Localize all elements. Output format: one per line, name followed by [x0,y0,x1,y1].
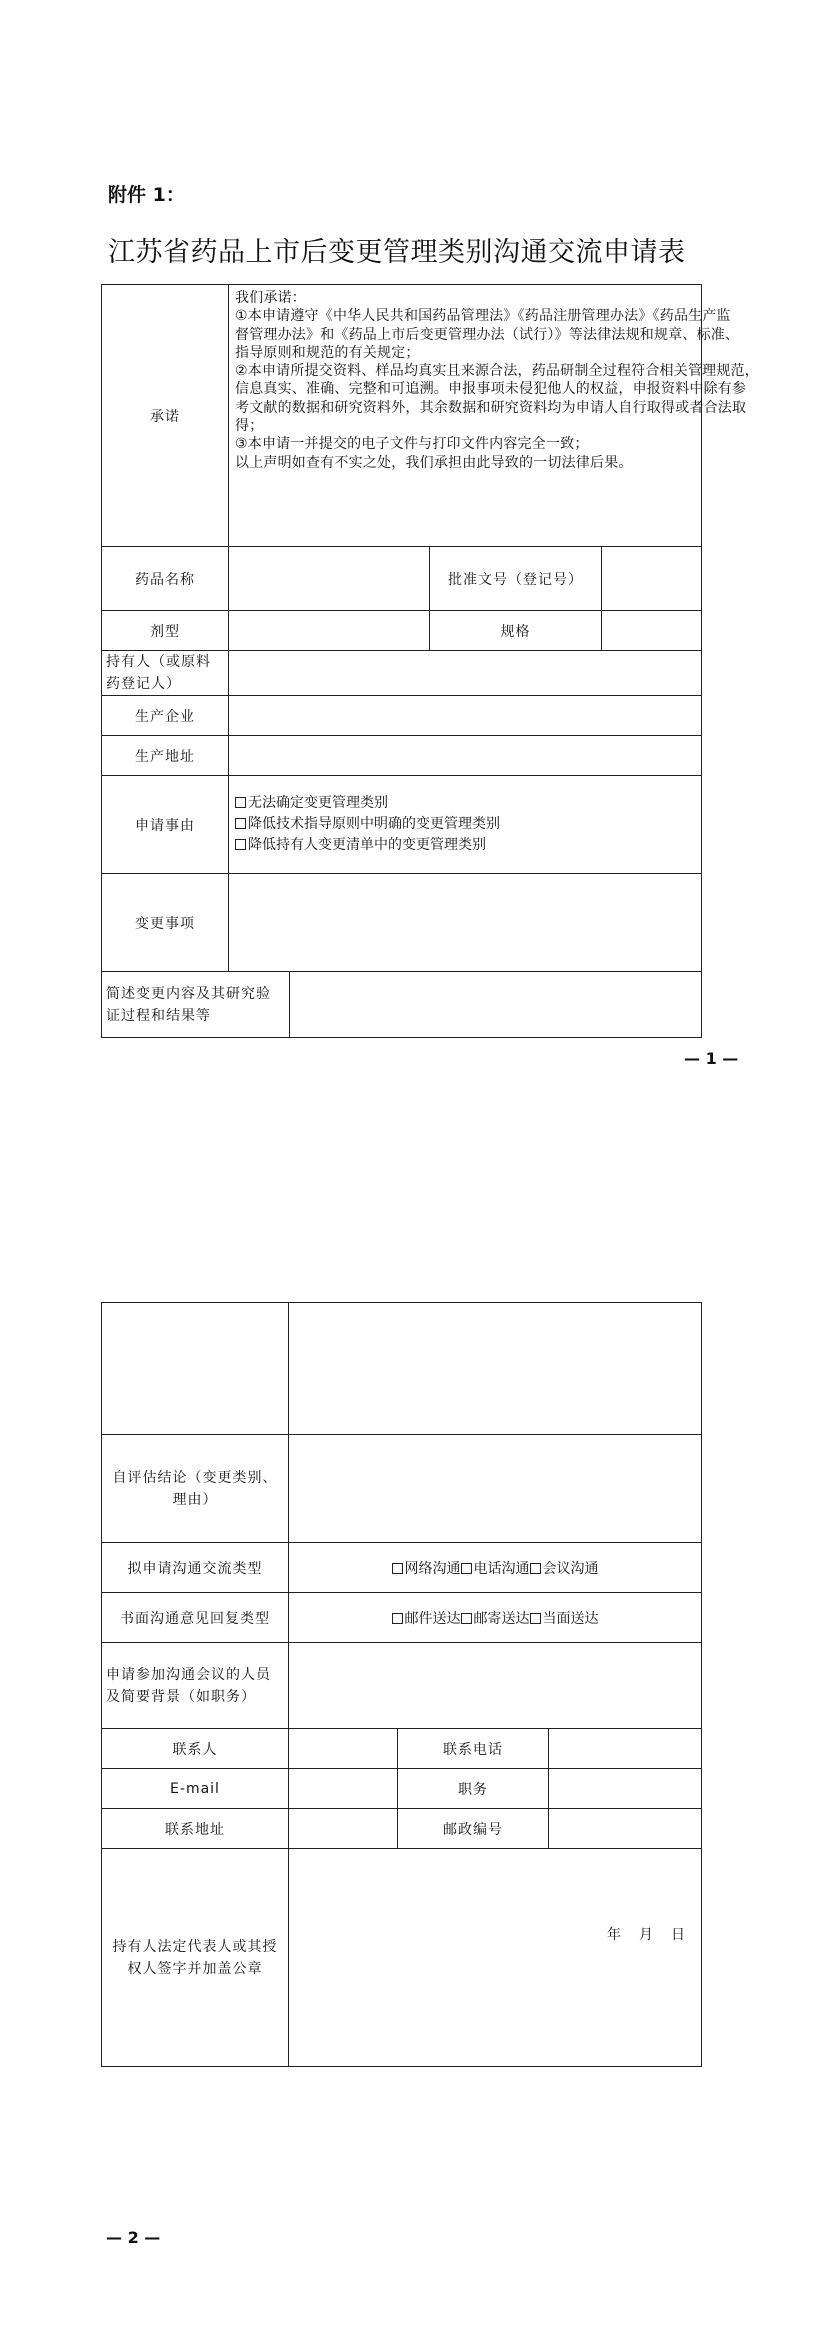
manufacturer-label: 生产企业 [102,696,229,736]
continuation-label [102,1303,289,1435]
reply-option[interactable]: 邮寄送达 [461,1611,530,1627]
contact-person-field[interactable] [289,1729,398,1769]
production-address-field[interactable] [229,736,702,776]
reason-option[interactable]: 降低持有人变更清单中的变更管理类别 [235,835,697,856]
promise-line: ①本申请遵守《中华人民共和国药品管理法》《药品注册管理办法》《药品生产监 [235,308,731,325]
promise-line: 督管理办法》和《药品上市后变更管理办法（试行）》等法律法规和规章、标准、 [235,326,740,343]
checkbox-icon[interactable] [235,818,246,829]
promise-line: 信息真实、准确、完整和可追溯。申报事项未侵犯他人的权益，申报资料中除有参 [235,381,747,398]
reason-label: 申请事由 [102,776,229,874]
attendees-label: 申请参加沟通会议的人员及简要背景（如职务） [102,1643,289,1729]
postal-code-label: 邮政编号 [398,1809,549,1849]
checkbox-icon[interactable] [235,797,246,808]
email-field[interactable] [289,1769,398,1809]
email-label: E-mail [102,1769,289,1809]
signature-label: 持有人法定代表人或其授权人签字并加盖公章 [102,1849,289,2067]
position-field[interactable] [549,1769,702,1809]
contact-address-label: 联系地址 [102,1809,289,1849]
self-assessment-label: 自评估结论（变更类别、理由） [102,1435,289,1543]
self-assessment-field[interactable] [289,1435,702,1543]
postal-code-field[interactable] [549,1809,702,1849]
reason-option[interactable]: 无法确定变更管理类别 [235,793,697,814]
change-summary-field[interactable] [290,972,702,1038]
application-form-part2 [101,1302,702,2067]
checkbox-icon[interactable] [392,1563,403,1574]
promise-line: ③本申请一并提交的电子文件与打印文件内容完全一致； [235,436,589,453]
page-title: 江苏省药品上市后变更管理类别沟通交流申请表 [108,237,686,268]
change-summary-continuation[interactable] [289,1303,702,1435]
reply-option[interactable]: 邮件送达 [392,1611,461,1627]
promise-line: 以上声明如查有不实之处，我们承担由此导致的一切法律后果。 [235,454,633,471]
reason-options [229,776,702,874]
comm-type-options [289,1543,702,1593]
checkbox-icon[interactable] [392,1613,403,1624]
reply-type-options [289,1593,702,1643]
reason-option[interactable]: 降低技术指导原则中明确的变更管理类别 [235,814,697,835]
position-label: 职务 [398,1769,549,1809]
attendees-field[interactable] [289,1643,702,1729]
change-items-label: 变更事项 [102,874,229,972]
promise-line: 指导原则和规范的有关规定； [235,344,420,361]
change-items-field[interactable] [229,874,702,972]
change-summary-label: 简述变更内容及其研究验证过程和结果等 [102,972,290,1038]
promise-line: 我们承诺： [235,290,306,306]
attachment-label: 附件 1： [108,184,185,206]
application-form-part1 [101,284,759,1038]
promise-label: 承诺 [102,285,229,547]
comm-option[interactable]: 电话沟通 [461,1561,530,1577]
approval-no-field[interactable] [602,547,702,611]
checkbox-icon[interactable] [530,1563,541,1574]
page-number: — 1 — [684,1049,739,1068]
checkbox-icon[interactable] [461,1563,472,1574]
approval-no-label: 批准文号（登记号） [430,547,602,611]
holder-label: 持有人（或原料药登记人） [102,651,229,696]
signature-field[interactable] [289,1849,702,2067]
comm-type-label: 拟申请沟通交流类型 [102,1543,289,1593]
specification-field[interactable] [602,611,702,651]
reply-option[interactable]: 当面送达 [530,1611,599,1627]
dosage-form-label: 剂型 [102,611,229,651]
promise-line: 考文献的数据和研究资料外，其余数据和研究资料均为申请人自行取得或者合法取 [235,399,747,416]
dosage-form-field[interactable] [229,611,430,651]
contact-person-label: 联系人 [102,1729,289,1769]
comm-option[interactable]: 网络沟通 [392,1561,461,1577]
checkbox-icon[interactable] [530,1613,541,1624]
page-number: — 2 — [106,2228,161,2247]
holder-field[interactable] [229,651,702,696]
drug-name-label: 药品名称 [102,547,229,611]
reply-type-label: 书面沟通意见回复类型 [102,1593,289,1643]
comm-option[interactable]: 会议沟通 [530,1561,599,1577]
checkbox-icon[interactable] [235,839,246,850]
signature-date: 年 月 日 [607,1926,687,1943]
promise-text [229,285,759,547]
specification-label: 规格 [430,611,602,651]
production-address-label: 生产地址 [102,736,229,776]
manufacturer-field[interactable] [229,696,702,736]
promise-line: 得； [235,418,264,435]
drug-name-field[interactable] [229,547,430,611]
checkbox-icon[interactable] [461,1613,472,1624]
contact-phone-label: 联系电话 [398,1729,549,1769]
contact-phone-field[interactable] [549,1729,702,1769]
promise-line: ②本申请所提交资料、样品均真实且来源合法，药品研制全过程符合相关管理规范， [235,363,759,380]
contact-address-field[interactable] [289,1809,398,1849]
